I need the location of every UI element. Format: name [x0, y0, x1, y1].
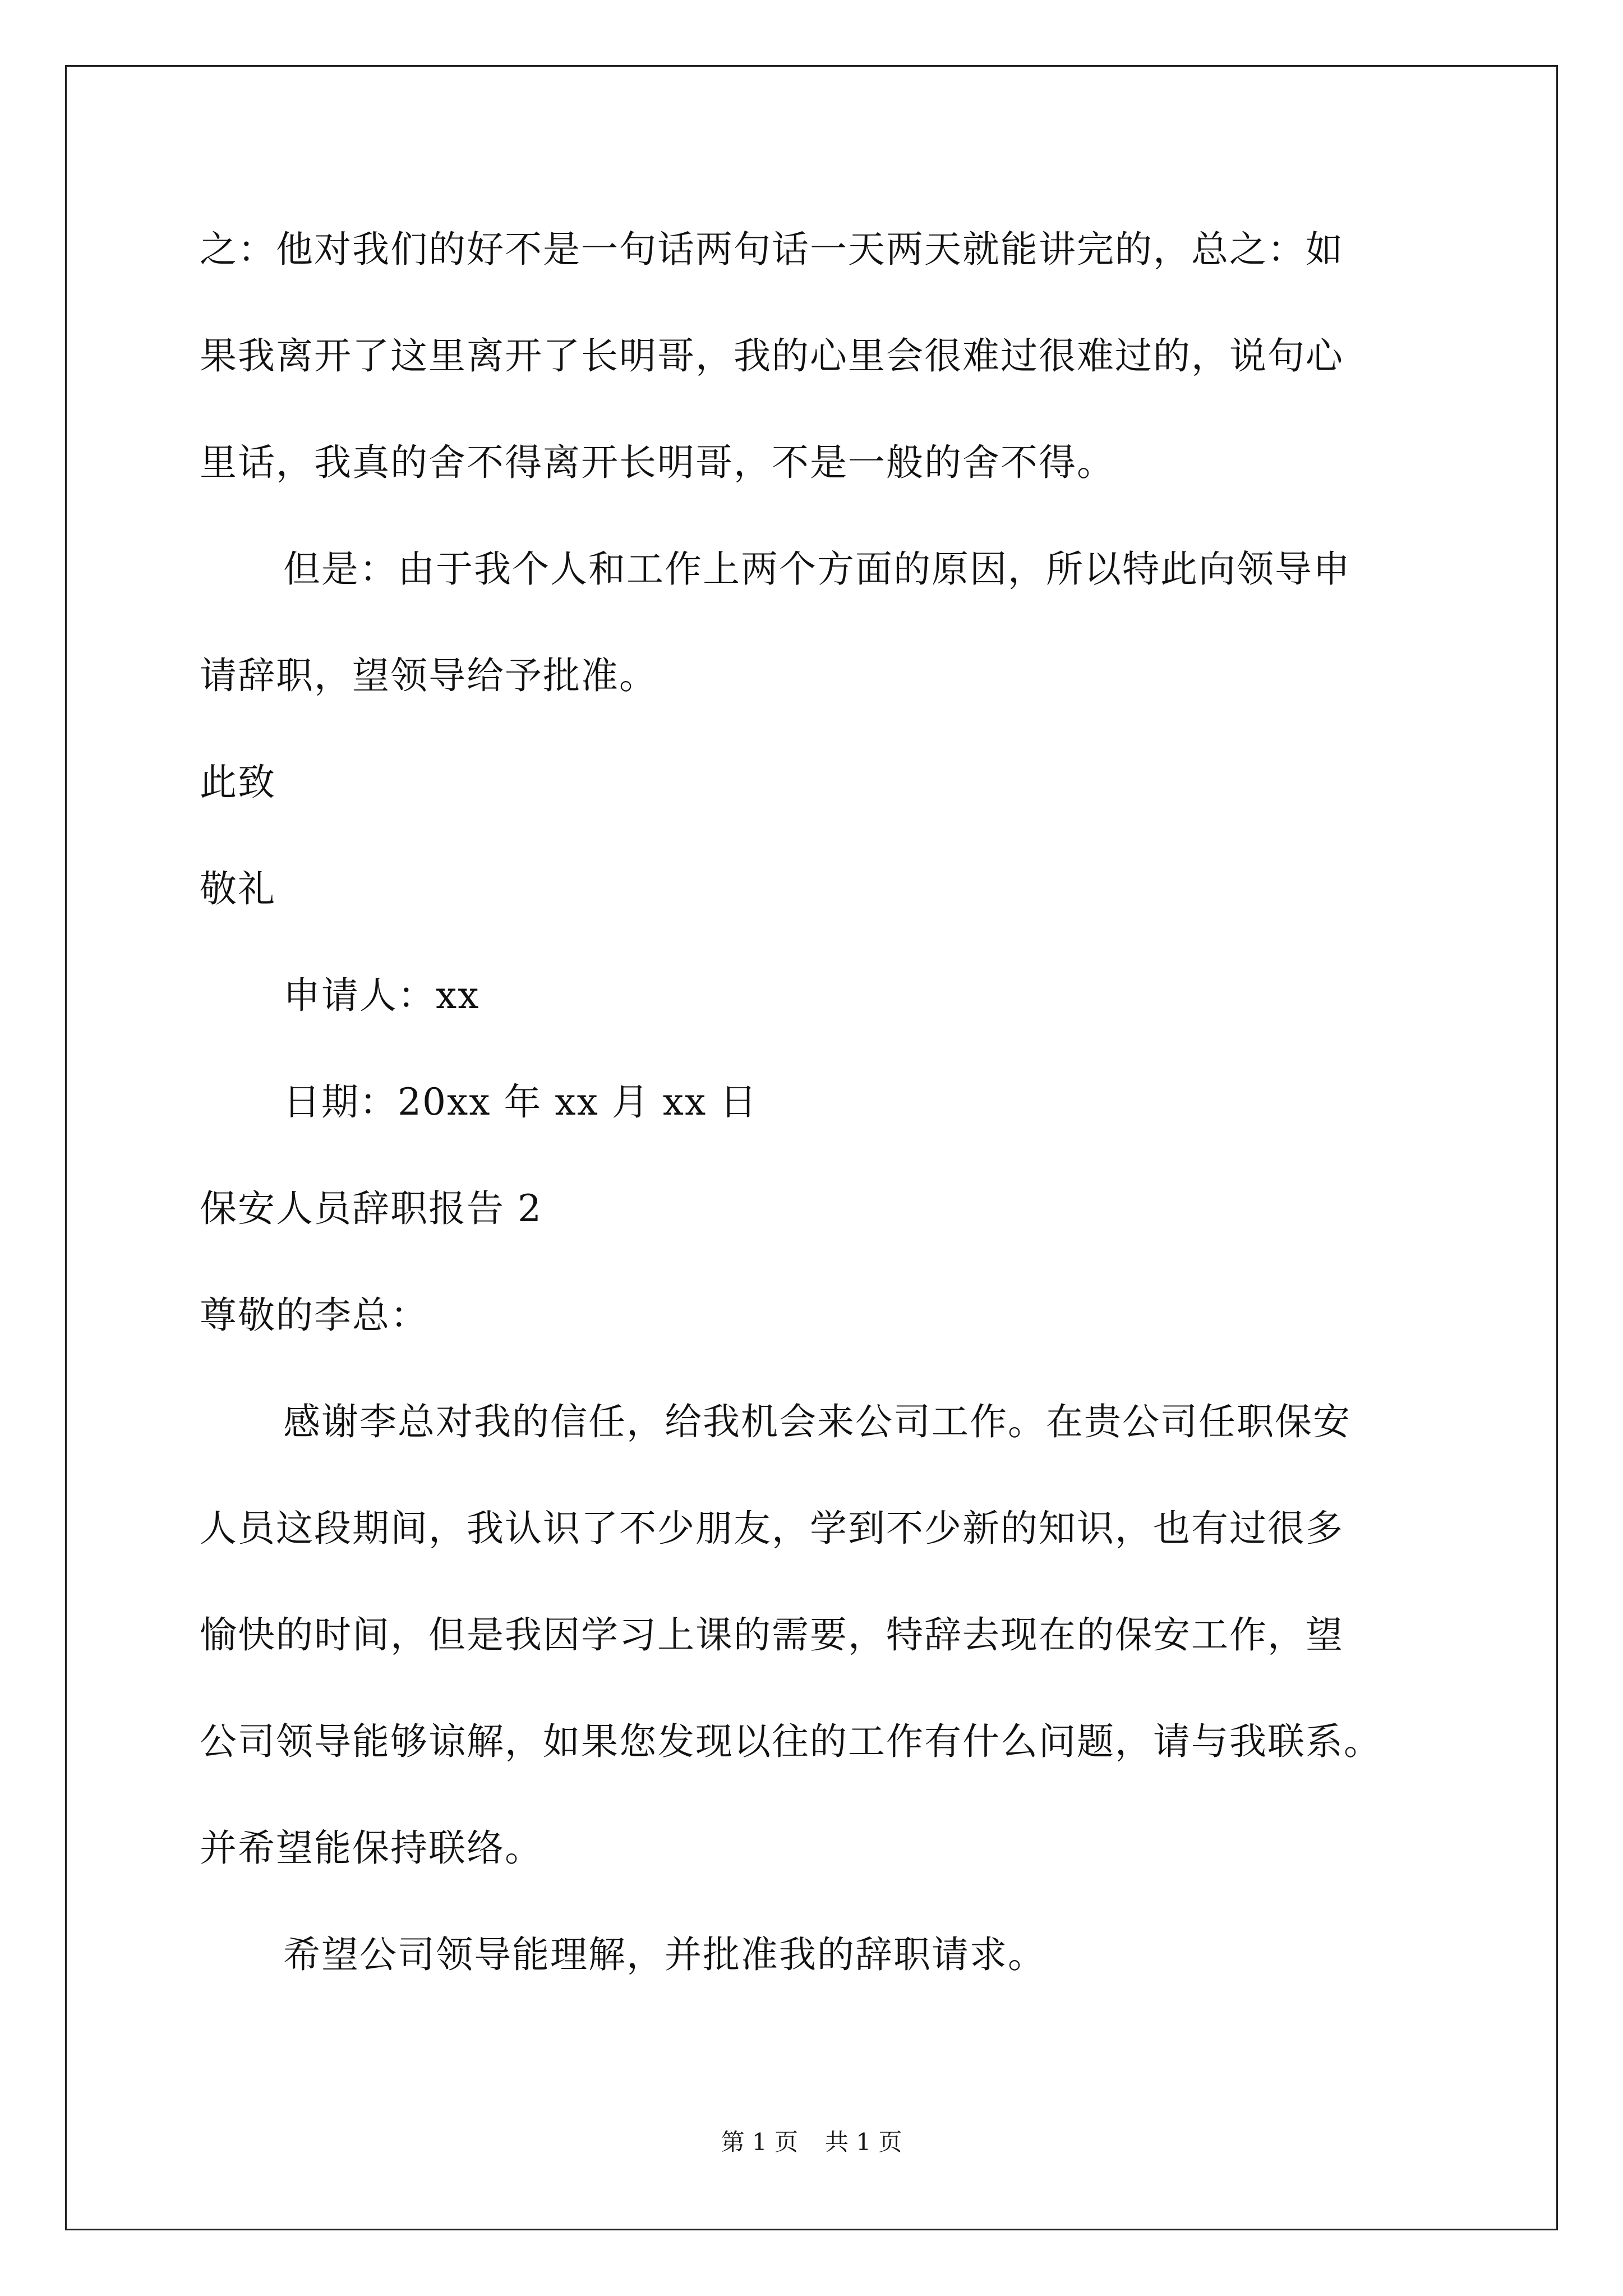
applicant-line: 申请人：xx [283, 974, 480, 1017]
page-total: 共 1 页 [825, 2128, 902, 2156]
body-line-17: 希望公司领导能理解，并批准我的辞职请求。 [283, 1933, 1046, 1976]
page-footer [0, 2128, 1623, 2156]
body-line-14: 愉快的时间，但是我因学习上课的需要，特辞去现在的保安工作，望 [200, 1613, 1344, 1657]
section-title: 保安人员辞职报告 2 [200, 1187, 542, 1230]
page-number: 第 1 页 [721, 2128, 798, 2156]
body-line-16: 并希望能保持联络。 [200, 1826, 543, 1870]
body-line-15: 公司领导能够谅解，如果您发现以往的工作有什么问题，请与我联系。 [200, 1720, 1382, 1763]
body-line-3: 里话，我真的舍不得离开长明哥，不是一般的舍不得。 [200, 441, 1115, 484]
closing-regards: 敬礼 [200, 867, 276, 910]
greeting-line: 尊敬的李总： [200, 1294, 428, 1337]
page-border [65, 65, 1558, 2230]
body-line-12: 感谢李总对我的信任，给我机会来公司工作。在贵公司任职保安 [283, 1400, 1351, 1443]
date-line: 日期：20xx 年 xx 月 xx 日 [283, 1080, 758, 1124]
body-line-5: 请辞职，望领导给予批准。 [200, 654, 657, 697]
body-line-2: 果我离开了这里离开了长明哥，我的心里会很难过很难过的，说句心 [200, 334, 1344, 378]
body-line-1: 之：他对我们的好不是一句话两句话一天两天就能讲完的，总之：如 [200, 228, 1344, 271]
body-line-13: 人员这段期间，我认识了不少朋友，学到不少新的知识，也有过很多 [200, 1507, 1344, 1550]
closing-salutation: 此致 [200, 761, 276, 804]
body-line-4: 但是：由于我个人和工作上两个方面的原因，所以特此向领导申 [283, 547, 1351, 591]
